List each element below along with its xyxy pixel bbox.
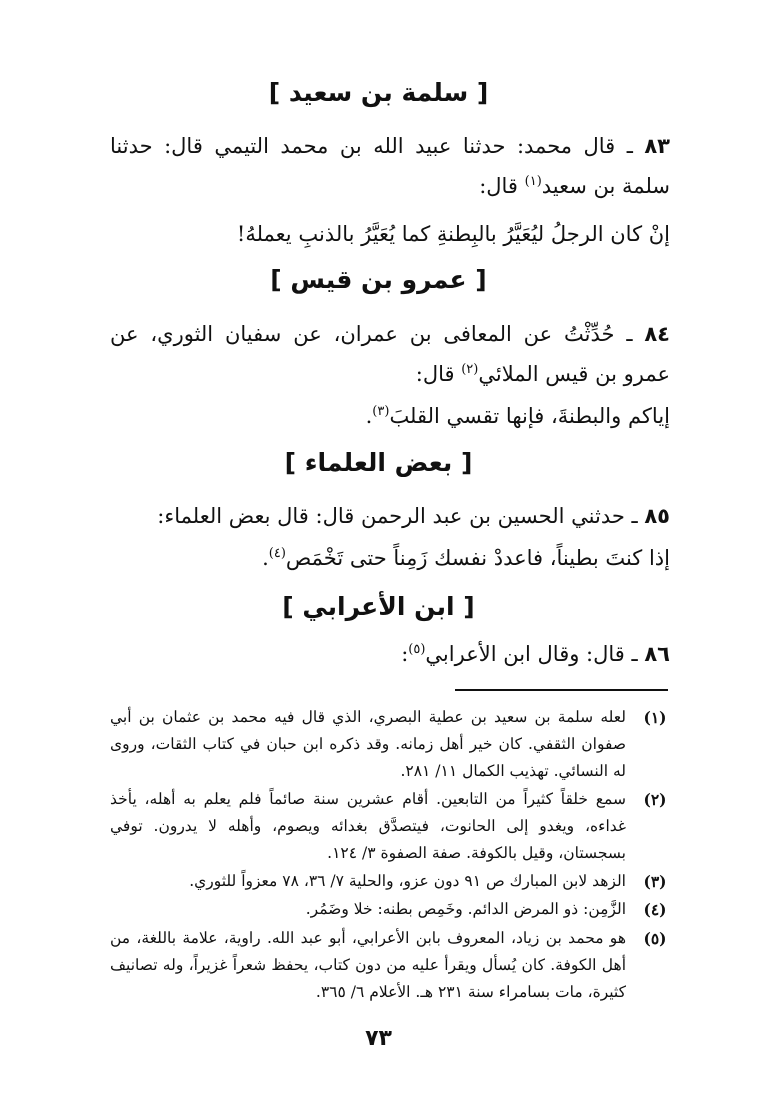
quote-text: إذا كنتَ بطيناً، فاعددْ نفسك زَمِناً حتى تَخْمَص (285, 546, 670, 570)
entry-text: ـ حدثني الحسين بن عبد الرحمن قال: قال بعض العلماء: (157, 504, 638, 528)
entry-number: ٨٥ (644, 504, 670, 528)
quote-83 (110, 214, 670, 254)
entry-text: ـ قال: وقال ابن الأعرابي (425, 642, 638, 666)
section-heading-amr: [ عمرو بن قيس ] (270, 265, 487, 294)
footnote-number: (٣) (643, 872, 667, 891)
entry-83 (110, 126, 670, 206)
section-heading-ibn-alarabi: [ ابن الأعرابي ] (282, 592, 475, 621)
entry-number: ٨٦ (644, 642, 670, 666)
quote-text: إياكم والبطنةَ، فإنها تقسي القلبَ (389, 404, 670, 428)
footnote-1 (110, 704, 670, 785)
quote-text: إنْ كان الرجلُ ليُعَيَّرُ بالبِطنةِ كما يُعَيَّرُ بالذنبِ يعملهُ! (236, 222, 670, 246)
entry-text: ـ قال محمد: حدثنا عبيد الله بن محمد التيمي قال: حدثنا سلمة بن سعيد (110, 134, 670, 198)
footnote-5 (110, 925, 670, 1006)
footnote-number: (٢) (643, 790, 667, 809)
footnote-4 (110, 896, 670, 923)
footnote-ref: (١) (524, 174, 542, 189)
footnote-separator (455, 689, 668, 691)
quote-84 (110, 396, 670, 436)
footnote-number: (٥) (643, 929, 667, 948)
footnote-number: (١) (643, 708, 667, 727)
footnote-text: سمع خلقاً كثيراً من التابعين. أقام عشرين سنة صائماً فلم يعلم به أهله، يأخذ غداءه، ويغدو إلى الحانوت، فيتصدَّق بغدائه ويصوم، وأهله لا يدرون. توفي بسجستان، وقيل بالكوفة. صفة الصفوة ٣/ ١٢٤. (110, 790, 626, 862)
footnote-text: الزهد لابن المبارك ص ٩١ دون عزو، والحلية ٧/ ٣٦، ٧٨ معزواً للثوري. (189, 872, 626, 890)
quote-end: . (262, 546, 269, 570)
entry-number: ٨٣ (644, 134, 670, 158)
section-heading-scholars: [ بعض العلماء ] (284, 448, 473, 477)
entry-text: ـ حُدِّثْتُ عن المعافى بن عمران، عن سفيان الثوري، عن عمرو بن قيس الملائي (110, 322, 670, 386)
entry-number: ٨٤ (644, 322, 670, 346)
footnote-number: (٤) (643, 900, 667, 919)
page-number: ٧٣ (365, 1026, 392, 1051)
footnote-ref: (٣) (372, 404, 390, 419)
entry-85 (110, 496, 670, 536)
footnote-2 (110, 786, 670, 867)
entry-84 (110, 314, 670, 394)
footnote-text: لعله سلمة بن سعيد بن عطية البصري، الذي قال فيه محمد بن عثمان بن أبي صفوان الثقفي. كان خير أهل زمانه. وقد ذكره ابن حبان في كتاب الثقات، وروى له النسائي. تهذيب الكمال ١١/ ٢٨١. (110, 708, 626, 780)
footnote-text: الزَّمِن: ذو المرض الدائم. وخَمِص بطنه: خلا وضَمُر. (305, 900, 626, 918)
entry-86 (110, 634, 670, 674)
quote-end: . (365, 404, 373, 428)
footnote-ref: (٢) (461, 362, 479, 377)
footnote-text: هو محمد بن زياد، المعروف بابن الأعرابي، أبو عبد الله. راوية، علامة باللغة، من أهل الكوفة. كان يُسأل ويقرأ عليه من دون كتاب، يحفظ شعراً غزيراً، وله تصانيف كثيرة، مات بسامراء سنة ٢٣١ هـ. الأعلام ٦/ ٣٦٥. (110, 929, 626, 1001)
footnote-3 (110, 868, 670, 895)
entry-text-after: قال: (415, 362, 462, 386)
section-heading-salama: [ سلمة بن سعيد ] (268, 78, 489, 107)
entry-text-after: قال: (479, 174, 525, 198)
entry-text-after: : (401, 642, 409, 666)
quote-85 (110, 538, 670, 578)
footnote-ref: (٥) (408, 642, 426, 657)
footnote-ref: (٤) (268, 546, 286, 561)
